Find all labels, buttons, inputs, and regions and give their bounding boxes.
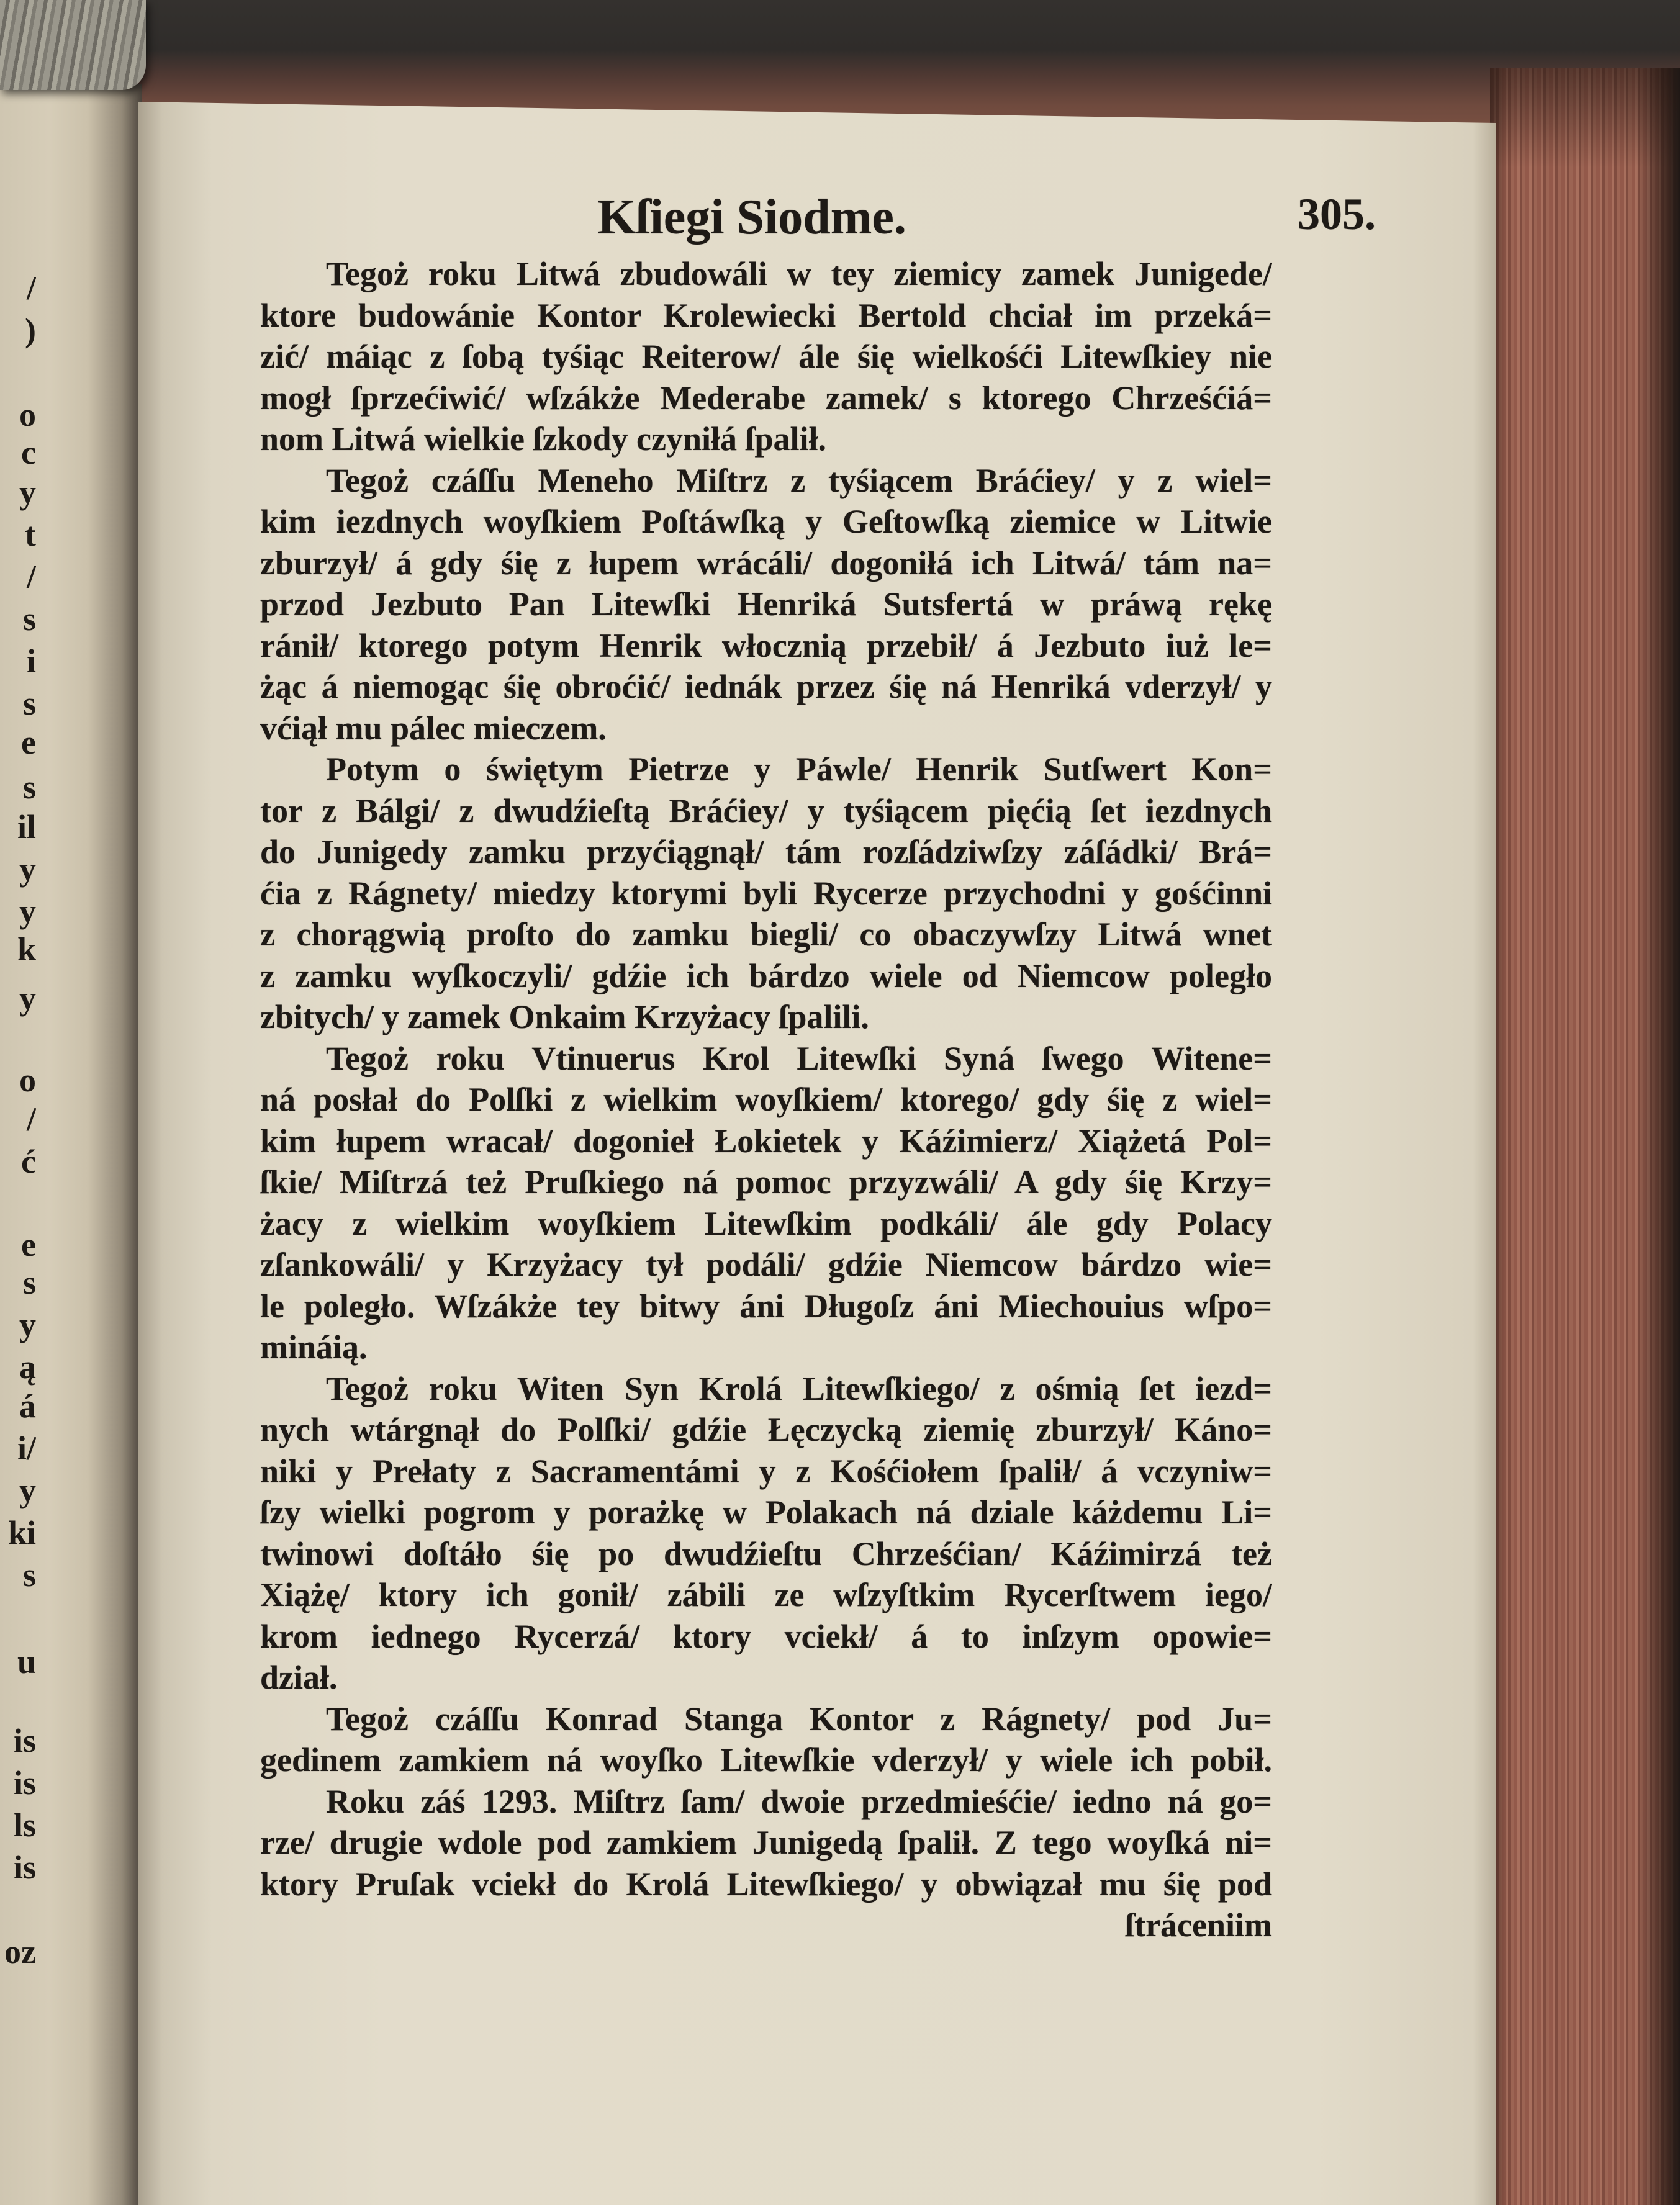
text-line: zburzył/ á gdy śię z łupem wrácáli/ dogoniłá ich Litwá/ tám na= [260,544,1272,582]
text-line: kim łupem wracał/ dogonieł Łokietek y Káźimierz/ Xiążetá Pol= [260,1122,1272,1160]
facing-page-line-fragment: y [19,850,36,888]
running-head: Kſiegi Siodme. [597,190,906,245]
facing-page-line-fragment: ki [7,1514,36,1551]
text-line: żacy z wielkim woyſkiem Litewſkim podkáli/ ále gdy Polacy [260,1204,1272,1242]
page-edges-stack [1490,68,1680,2205]
text-line: dział. [260,1659,338,1696]
facing-page-line-fragment: k [17,931,36,968]
facing-page-line-fragment: c [21,434,36,471]
text-line: rze/ drugie wdole pod zamkiem Junigedą ſpalił. Z tego woyſká ni= [260,1824,1272,1861]
facing-page-line-fragment: il [17,808,36,845]
facing-page-line-fragment: y [19,1472,36,1509]
text-line: nom Litwá wielkie ſzkody czyniłá ſpalił. [260,420,827,458]
facing-page-line-fragment: is [13,1722,36,1759]
text-line: ſkie/ Miſtrzá też Pruſkiego ná pomoc przyzwáli/ A gdy śię Krzy= [260,1163,1272,1201]
facing-page-line-fragment: t [25,516,36,553]
text-line: ćia z Rágnety/ miedzy ktorymi byli Rycerze przychodni y gośćinni [260,874,1272,912]
text-line: Xiążę/ ktory ich gonił/ zábili ze wſzyſtkim Rycerſtwem iego/ [260,1576,1272,1613]
facing-page-line-fragment: s [22,685,36,722]
text-line: zić/ máiąc z ſobą tyśiąc Reiterow/ ále śię wielkośći Litewſkiey nie [260,338,1272,375]
facing-page-line-fragment: oz [4,1933,36,1970]
facing-page-line-fragment: ) [25,312,36,349]
facing-page-line-fragment: ą [19,1348,36,1386]
text-line: z zamku wyſkoczyli/ gdźie ich bárdzo wiele od Niemcow poległo [260,957,1272,994]
text-line: gedinem zamkiem ná woyſko Litewſkie vderzył/ y wiele ich pobił. [260,1741,1272,1779]
facing-page-line-fragment: s [22,769,36,806]
facing-page-line-fragment: u [17,1643,36,1680]
text-line: tor z Bálgi/ z dwudźieſtą Bráćiey/ y tyśiącem pięćią ſet iezdnych [260,791,1272,829]
text-line: żąc á niemogąc śię obroćić/ iednák przez śię ná Henriká vderzył/ y [260,668,1272,705]
facing-page-line-fragment: s [22,1556,36,1594]
text-line: ktore budowánie Kontor Krolewiecki Bertold chciał im przeká= [260,296,1272,334]
text-line: Tegoż czáſſu Meneho Miſtrz z tyśiącem Bráćiey/ y z wiel= [326,461,1272,499]
text-line: niki y Prełaty z Sacramentámi y z Kośćiołem ſpalił/ á vczyniw= [260,1452,1272,1490]
facing-page-line-fragment: y [19,1306,36,1343]
facing-page-line-fragment: ls [13,1806,36,1844]
facing-page-line-fragment: o [19,396,36,433]
facing-page-line-fragment: y [19,474,36,511]
facing-page-line-fragment: e [21,1226,36,1263]
facing-page-line-fragment: / [26,269,36,307]
text-line: ná posłał do Polſki z wielkim woyſkiem/ ktorego/ gdy śię z wiel= [260,1081,1272,1118]
text-line: twinowi doſtáło śię po dwudźieſtu Chrześćian/ Káźimirzá też [260,1535,1272,1572]
facing-page-line-fragment: s [22,1264,36,1301]
facing-page-line-fragment: i/ [17,1430,36,1467]
facing-page-line-fragment: i [26,643,36,680]
facing-page-line-fragment: / [26,1101,36,1138]
facing-page-line-fragment: y [19,893,36,930]
facing-page-line-fragment: is [13,1764,36,1801]
catchword: ſtráceniim [1125,1906,1272,1944]
headband [0,0,146,90]
text-line: do Junigedy zamku przyćiągnął/ tám rozſádziwſzy záſádki/ Brá= [260,833,1272,870]
text-line: zſankowáli/ y Krzyżacy tył podáli/ gdźie Niemcow bárdzo wie= [260,1246,1272,1283]
text-line: przod Jezbuto Pan Litewſki Henriká Sutsfertá w práwą rękę [260,585,1272,623]
text-line: ktory Pruſak vciekł do Krolá Litewſkiego/ y obwiązał mu śię pod [260,1865,1272,1903]
facing-page-text-edge [0,0,36,2205]
facing-page-line-fragment: is [13,1849,36,1886]
text-line: z chorągwią proſto do zamku biegli/ co obaczywſzy Litwá wnet [260,916,1272,953]
facing-page-line-fragment: s [22,600,36,638]
text-line: Tegoż czáſſu Konrad Stanga Kontor z Rágnety/ pod Ju= [326,1700,1272,1738]
text-line: ſzy wielki pogrom y porażkę w Polakach ná dziale káżdemu Li= [260,1494,1272,1531]
text-line: le poległo. Wſzákże tey bitwy áni Długoſz áni Miechouius wſpo= [260,1287,1272,1325]
text-line: ránił/ ktorego potym Henrik włocznią przebił/ á Jezbuto iuż le= [260,626,1272,664]
facing-page-line-fragment: á [19,1387,36,1425]
text-line: Roku záś 1293. Miſtrz ſam/ dwoie przedmieśćie/ iedno ná go= [326,1782,1272,1820]
text-line: Tegoż roku Litwá zbudowáli w tey ziemicy zamek Junigede/ [326,255,1272,292]
text-block [260,253,1272,1946]
text-line: mináią. [260,1328,368,1366]
text-line: mogł ſprzećiwić/ wſzákże Mederabe zamek/ s ktorego Chrześćiá= [260,379,1272,417]
text-line: vćiął mu pálec mieczem. [260,709,607,747]
text-line: kim iezdnych woyſkiem Poſtáwſką y Geſtowſką ziemice w Litwie [260,503,1272,540]
text-line: krom iednego Rycerzá/ ktory vciekł/ á to inſzym opowie= [260,1617,1272,1655]
facing-page-line-fragment: ć [21,1143,36,1180]
text-line: Tegoż roku Witen Syn Krolá Litewſkiego/ z ośmią ſet iezd= [326,1369,1272,1407]
facing-page-line-fragment: y [19,980,36,1017]
text-line: Potym o świętym Pietrze y Páwle/ Henrik Sutſwert Kon= [326,751,1272,788]
text-line: Tegoż roku Vtinuerus Krol Litewſki Syná ſwego Witene= [326,1039,1272,1077]
text-line: zbitych/ y zamek Onkaim Krzyżacy ſpalili. [260,998,869,1035]
facing-page-line-fragment: e [21,724,36,761]
facing-page-line-fragment: o [19,1062,36,1099]
text-line: nych wtárgnął do Polſki/ gdźie Łęczycką ziemię zburzył/ Káno= [260,1411,1272,1448]
facing-page-line-fragment: / [26,558,36,595]
page-number: 305. [1298,189,1376,239]
